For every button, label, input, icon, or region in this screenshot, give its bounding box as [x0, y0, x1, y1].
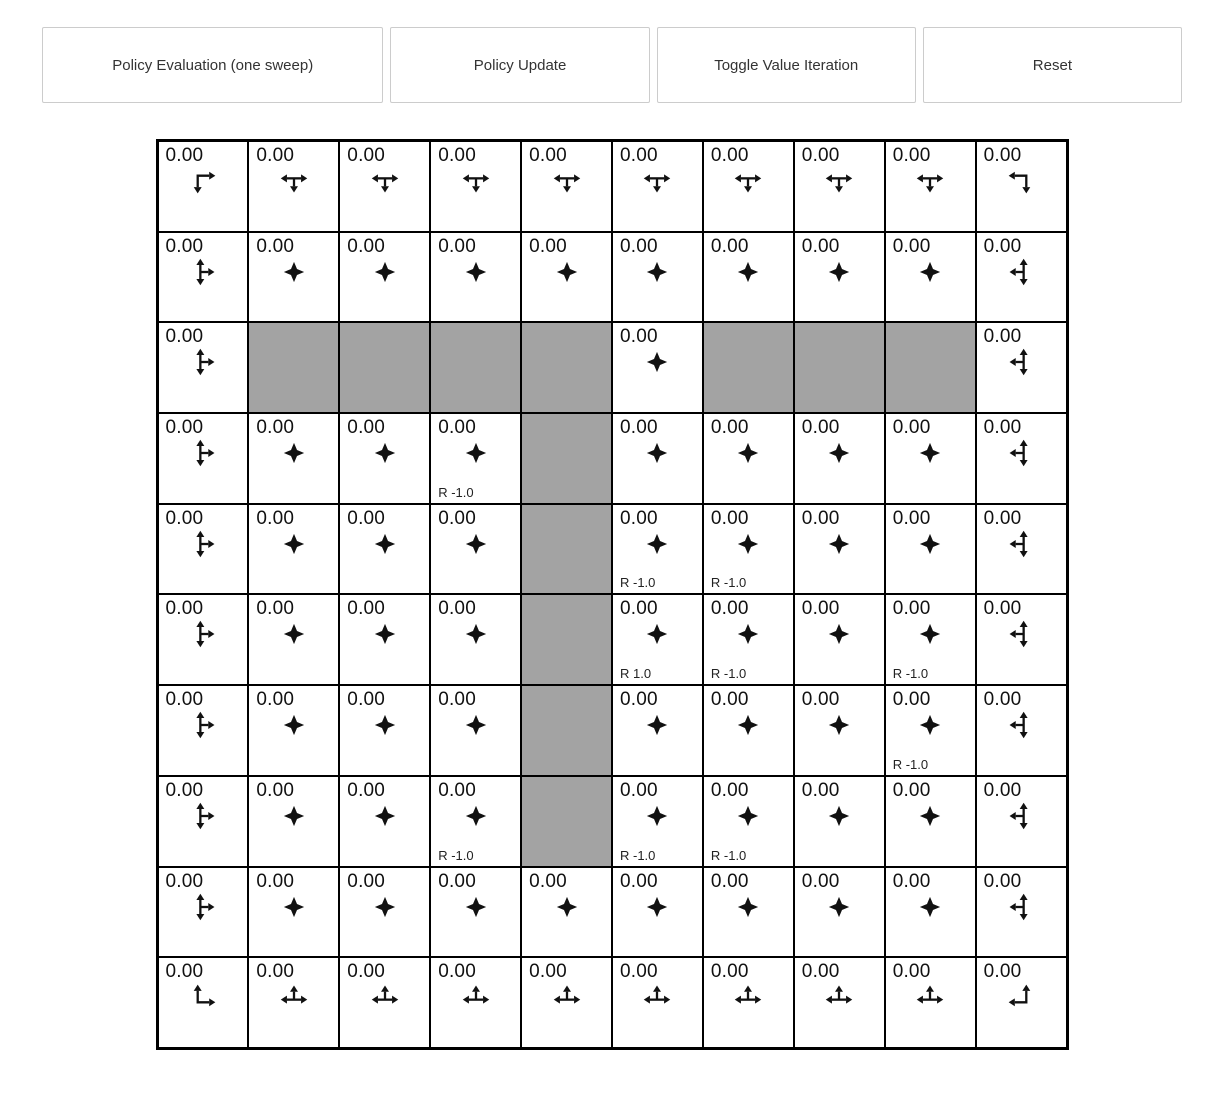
- policy-arrow-icon: [370, 529, 400, 559]
- cell-value: 0.00: [347, 689, 386, 711]
- grid-cell: [886, 868, 975, 957]
- policy-arrow-icon: [1006, 257, 1036, 287]
- grid-cell: [522, 958, 611, 1047]
- grid-cell: [522, 233, 611, 322]
- policy-arrow-icon: [1006, 619, 1036, 649]
- policy-arrow-icon: [461, 438, 491, 468]
- grid-cell: [159, 414, 248, 503]
- grid-cell: [613, 323, 702, 412]
- cell-value: 0.00: [620, 779, 658, 801]
- policy-arrow-icon: [188, 892, 218, 922]
- wall-cell: [522, 414, 611, 503]
- cell-reward: R -1.0: [892, 666, 929, 682]
- policy-arrow-icon: [915, 801, 945, 831]
- cell-value: 0.00: [165, 145, 204, 166]
- grid-cell: [886, 505, 975, 594]
- grid-cell: [704, 777, 793, 866]
- grid-cell: [431, 868, 520, 957]
- cell-reward: R 1.0: [620, 666, 652, 682]
- policy-arrow-icon: [1006, 166, 1036, 196]
- cell-value: 0.00: [438, 417, 476, 439]
- grid-cell: [340, 777, 429, 866]
- policy-arrow-icon: [370, 982, 400, 1012]
- grid-cell: [249, 414, 338, 503]
- policy-arrow-icon: [279, 438, 309, 468]
- cell-value: 0.00: [256, 145, 295, 166]
- policy-arrow-icon: [733, 982, 763, 1012]
- cell-value: 0.00: [892, 689, 931, 711]
- policy-arrow-icon: [370, 257, 400, 287]
- policy-arrow-icon: [915, 438, 945, 468]
- policy-arrow-icon: [188, 166, 218, 196]
- policy-arrow-icon: [824, 619, 854, 649]
- policy-arrow-icon: [1006, 438, 1036, 468]
- grid-cell: [704, 868, 793, 957]
- grid-cell: [977, 414, 1066, 503]
- cell-value: 0.00: [710, 961, 749, 983]
- grid-cell: [886, 595, 975, 684]
- policy-arrow-icon: [1006, 801, 1036, 831]
- cell-value: 0.00: [710, 598, 749, 620]
- policy-arrow-icon: [642, 619, 672, 649]
- cell-value: 0.00: [620, 870, 658, 892]
- policy-arrow-icon: [915, 257, 945, 287]
- policy-arrow-icon: [370, 801, 400, 831]
- cell-value: 0.00: [801, 507, 840, 529]
- cell-value: 0.00: [983, 235, 1022, 257]
- grid-cell: [249, 233, 338, 322]
- grid-cell: [431, 958, 520, 1047]
- policy-arrow-icon: [370, 892, 400, 922]
- policy-arrow-icon: [279, 801, 309, 831]
- policy-arrow-icon: [552, 982, 582, 1012]
- policy-arrow-icon: [733, 257, 763, 287]
- wall-cell: [522, 595, 611, 684]
- cell-value: 0.00: [256, 235, 295, 257]
- grid-cell: [886, 958, 975, 1047]
- cell-value: 0.00: [892, 235, 931, 257]
- policy-arrow-icon: [279, 982, 309, 1012]
- grid-cell: [159, 868, 248, 957]
- cell-value: 0.00: [256, 961, 295, 983]
- grid-cell: [249, 868, 338, 957]
- policy-arrow-icon: [461, 801, 491, 831]
- wall-cell: [522, 323, 611, 412]
- policy-arrow-icon: [733, 619, 763, 649]
- grid-cell: [704, 142, 793, 231]
- cell-value: 0.00: [983, 779, 1022, 801]
- grid-cell: [431, 686, 520, 775]
- grid-cell: [886, 142, 975, 231]
- grid-cell: [249, 142, 338, 231]
- grid-cell: [249, 595, 338, 684]
- grid-cell: [613, 142, 702, 231]
- cell-value: 0.00: [347, 507, 386, 529]
- cell-value: 0.00: [620, 326, 658, 348]
- grid-cell: [159, 323, 248, 412]
- grid-cell: [704, 958, 793, 1047]
- cell-value: 0.00: [165, 235, 204, 257]
- policy-arrow-icon: [461, 619, 491, 649]
- wall-cell: [431, 323, 520, 412]
- cell-value: 0.00: [165, 417, 204, 439]
- policy-arrow-icon: [642, 892, 672, 922]
- grid-cell: [431, 142, 520, 231]
- grid-cell: [704, 233, 793, 322]
- policy-arrow-icon: [915, 529, 945, 559]
- cell-value: 0.00: [438, 870, 476, 892]
- cell-value: 0.00: [165, 779, 204, 801]
- policy-arrow-icon: [461, 892, 491, 922]
- cell-value: 0.00: [165, 689, 204, 711]
- policy-arrow-icon: [733, 438, 763, 468]
- grid-cell: [613, 958, 702, 1047]
- cell-value: 0.00: [620, 145, 658, 166]
- grid-cell: [613, 414, 702, 503]
- cell-value: 0.00: [892, 145, 931, 166]
- cell-value: 0.00: [710, 417, 749, 439]
- cell-value: 0.00: [438, 507, 476, 529]
- cell-value: 0.00: [801, 145, 840, 166]
- grid-cell: [249, 505, 338, 594]
- cell-value: 0.00: [983, 870, 1022, 892]
- policy-arrow-icon: [824, 982, 854, 1012]
- cell-value: 0.00: [165, 598, 204, 620]
- cell-value: 0.00: [801, 417, 840, 439]
- cell-value: 0.00: [347, 961, 386, 983]
- cell-value: 0.00: [892, 598, 931, 620]
- gridworld: [156, 139, 1069, 1050]
- cell-value: 0.00: [892, 779, 931, 801]
- cell-value: 0.00: [529, 961, 567, 983]
- policy-arrow-icon: [370, 619, 400, 649]
- grid-cell: [613, 777, 702, 866]
- cell-reward: R -1.0: [620, 575, 656, 591]
- grid-cell: [977, 686, 1066, 775]
- policy-arrow-icon: [1006, 347, 1036, 377]
- policy-arrow-icon: [188, 529, 218, 559]
- wall-cell: [795, 323, 884, 412]
- grid-cell: [977, 142, 1066, 231]
- cell-value: 0.00: [983, 961, 1022, 983]
- wall-cell: [886, 323, 975, 412]
- policy-arrow-icon: [642, 801, 672, 831]
- wall-cell: [522, 686, 611, 775]
- cell-value: 0.00: [529, 235, 567, 257]
- cell-value: 0.00: [347, 598, 386, 620]
- cell-value: 0.00: [892, 507, 931, 529]
- policy-arrow-icon: [279, 619, 309, 649]
- grid-cell: [340, 505, 429, 594]
- policy-arrow-icon: [824, 710, 854, 740]
- wall-cell: [704, 323, 793, 412]
- grid-cell: [159, 777, 248, 866]
- cell-value: 0.00: [620, 961, 658, 983]
- policy-arrow-icon: [642, 166, 672, 196]
- grid-cell: [431, 414, 520, 503]
- cell-reward: R -1.0: [892, 756, 929, 772]
- cell-value: 0.00: [892, 870, 931, 892]
- cell-reward: R -1.0: [710, 847, 747, 863]
- cell-value: 0.00: [710, 870, 749, 892]
- policy-arrow-icon: [188, 619, 218, 649]
- cell-value: 0.00: [983, 326, 1022, 348]
- cell-value: 0.00: [438, 961, 476, 983]
- cell-value: 0.00: [438, 145, 476, 166]
- grid-cell: [159, 233, 248, 322]
- policy-arrow-icon: [824, 257, 854, 287]
- grid-cell: [159, 958, 248, 1047]
- grid-cell: [704, 414, 793, 503]
- policy-update-button[interactable]: Policy Update: [390, 27, 649, 103]
- grid-cell: [159, 142, 248, 231]
- grid-cell: [522, 868, 611, 957]
- cell-value: 0.00: [347, 870, 386, 892]
- cell-value: 0.00: [347, 235, 386, 257]
- policy-arrow-icon: [824, 529, 854, 559]
- policy-arrow-icon: [188, 257, 218, 287]
- policy-arrow-icon: [461, 982, 491, 1012]
- grid-cell: [977, 958, 1066, 1047]
- cell-value: 0.00: [801, 870, 840, 892]
- grid-cell: [340, 142, 429, 231]
- cell-value: 0.00: [892, 961, 931, 983]
- policy-arrow-icon: [188, 982, 218, 1012]
- grid-cell: [795, 868, 884, 957]
- cell-value: 0.00: [347, 417, 386, 439]
- cell-reward: R -1.0: [438, 847, 474, 863]
- grid-cell: [795, 686, 884, 775]
- policy-arrow-icon: [642, 257, 672, 287]
- grid-cell: [340, 868, 429, 957]
- grid-cell: [795, 958, 884, 1047]
- policy-arrow-icon: [824, 801, 854, 831]
- policy-arrow-icon: [915, 619, 945, 649]
- policy-arrow-icon: [461, 257, 491, 287]
- policy-arrow-icon: [1006, 529, 1036, 559]
- grid-cell: [431, 595, 520, 684]
- policy-arrow-icon: [188, 438, 218, 468]
- policy-arrow-icon: [824, 892, 854, 922]
- cell-value: 0.00: [165, 326, 204, 348]
- policy-arrow-icon: [461, 710, 491, 740]
- grid-cell: [977, 233, 1066, 322]
- grid-cell: [522, 142, 611, 231]
- policy-arrow-icon: [188, 347, 218, 377]
- cell-reward: R -1.0: [620, 847, 656, 863]
- grid-cell: [886, 414, 975, 503]
- grid-cell: [795, 142, 884, 231]
- cell-value: 0.00: [620, 689, 658, 711]
- cell-value: 0.00: [256, 598, 295, 620]
- policy-arrow-icon: [1006, 982, 1036, 1012]
- policy-arrow-icon: [642, 529, 672, 559]
- policy-arrow-icon: [370, 438, 400, 468]
- wall-cell: [522, 777, 611, 866]
- cell-value: 0.00: [256, 870, 295, 892]
- cell-value: 0.00: [256, 689, 295, 711]
- policy-arrow-icon: [279, 710, 309, 740]
- cell-value: 0.00: [983, 417, 1022, 439]
- grid-cell: [249, 686, 338, 775]
- policy-arrow-icon: [733, 801, 763, 831]
- grid-cell: [431, 233, 520, 322]
- policy-arrow-icon: [642, 982, 672, 1012]
- grid-cell: [613, 686, 702, 775]
- grid-cell: [613, 233, 702, 322]
- grid-cell: [977, 777, 1066, 866]
- grid-cell: [704, 686, 793, 775]
- cell-value: 0.00: [165, 507, 204, 529]
- grid-cell: [795, 505, 884, 594]
- cell-value: 0.00: [256, 507, 295, 529]
- grid-cell: [977, 868, 1066, 957]
- toolbar: [42, 27, 1182, 103]
- cell-reward: R -1.0: [438, 484, 474, 500]
- cell-value: 0.00: [256, 779, 295, 801]
- grid-cell: [795, 595, 884, 684]
- cell-value: 0.00: [710, 689, 749, 711]
- cell-value: 0.00: [801, 961, 840, 983]
- grid-cell: [795, 777, 884, 866]
- policy-arrow-icon: [552, 257, 582, 287]
- grid-cell: [704, 505, 793, 594]
- grid-cell: [431, 777, 520, 866]
- cell-value: 0.00: [983, 507, 1022, 529]
- cell-value: 0.00: [438, 235, 476, 257]
- grid-cell: [613, 595, 702, 684]
- policy-arrow-icon: [552, 166, 582, 196]
- cell-value: 0.00: [983, 598, 1022, 620]
- policy-arrow-icon: [824, 438, 854, 468]
- grid-cell: [795, 414, 884, 503]
- cell-reward: R -1.0: [710, 666, 747, 682]
- policy-arrow-icon: [279, 257, 309, 287]
- policy-arrow-icon: [915, 166, 945, 196]
- grid-cell: [159, 505, 248, 594]
- policy-arrow-icon: [461, 166, 491, 196]
- policy-arrow-icon: [279, 892, 309, 922]
- cell-reward: R -1.0: [710, 575, 747, 591]
- grid-cell: [340, 595, 429, 684]
- policy-arrow-icon: [733, 892, 763, 922]
- reset-button[interactable]: Reset: [923, 27, 1182, 103]
- policy-arrow-icon: [642, 347, 672, 377]
- cell-value: 0.00: [529, 870, 567, 892]
- policy-arrow-icon: [733, 166, 763, 196]
- policy-arrow-icon: [915, 892, 945, 922]
- cell-value: 0.00: [438, 779, 476, 801]
- cell-value: 0.00: [620, 598, 658, 620]
- grid-cell: [795, 233, 884, 322]
- policy-arrow-icon: [642, 438, 672, 468]
- policy-arrow-icon: [915, 982, 945, 1012]
- cell-value: 0.00: [438, 689, 476, 711]
- grid-cell: [977, 505, 1066, 594]
- cell-value: 0.00: [801, 598, 840, 620]
- policy-arrow-icon: [1006, 892, 1036, 922]
- grid-cell: [704, 595, 793, 684]
- policy-arrow-icon: [188, 710, 218, 740]
- policy-arrow-icon: [552, 892, 582, 922]
- grid-cell: [249, 958, 338, 1047]
- policy-arrow-icon: [733, 529, 763, 559]
- cell-value: 0.00: [438, 598, 476, 620]
- cell-value: 0.00: [801, 779, 840, 801]
- wall-cell: [340, 323, 429, 412]
- cell-value: 0.00: [710, 507, 749, 529]
- cell-value: 0.00: [983, 145, 1022, 166]
- cell-value: 0.00: [529, 145, 567, 166]
- cell-value: 0.00: [256, 417, 295, 439]
- grid-cell: [977, 595, 1066, 684]
- wall-cell: [249, 323, 338, 412]
- grid-cell: [340, 686, 429, 775]
- grid-cell: [613, 505, 702, 594]
- grid-cell: [249, 777, 338, 866]
- cell-value: 0.00: [710, 145, 749, 166]
- policy-arrow-icon: [370, 710, 400, 740]
- policy-arrow-icon: [915, 710, 945, 740]
- wall-cell: [522, 505, 611, 594]
- policy-evaluation-button[interactable]: Policy Evaluation (one sweep): [42, 27, 383, 103]
- cell-value: 0.00: [801, 689, 840, 711]
- toggle-value-iteration-button[interactable]: Toggle Value Iteration: [657, 27, 916, 103]
- cell-value: 0.00: [165, 961, 204, 983]
- policy-arrow-icon: [733, 710, 763, 740]
- cell-value: 0.00: [347, 779, 386, 801]
- grid-cell: [886, 233, 975, 322]
- policy-arrow-icon: [279, 166, 309, 196]
- grid-cell: [340, 958, 429, 1047]
- grid-cell: [431, 505, 520, 594]
- grid-cell: [159, 595, 248, 684]
- policy-arrow-icon: [1006, 710, 1036, 740]
- cell-value: 0.00: [801, 235, 840, 257]
- grid-cell: [886, 777, 975, 866]
- cell-value: 0.00: [620, 507, 658, 529]
- cell-value: 0.00: [983, 689, 1022, 711]
- policy-arrow-icon: [461, 529, 491, 559]
- grid-cell: [886, 686, 975, 775]
- cell-value: 0.00: [892, 417, 931, 439]
- cell-value: 0.00: [347, 145, 386, 166]
- policy-arrow-icon: [188, 801, 218, 831]
- grid-cell: [977, 323, 1066, 412]
- cell-value: 0.00: [620, 417, 658, 439]
- grid-cell: [340, 233, 429, 322]
- grid-cell: [613, 868, 702, 957]
- cell-value: 0.00: [710, 779, 749, 801]
- cell-value: 0.00: [165, 870, 204, 892]
- grid-cell: [340, 414, 429, 503]
- grid-cell: [159, 686, 248, 775]
- policy-arrow-icon: [824, 166, 854, 196]
- cell-value: 0.00: [620, 235, 658, 257]
- policy-arrow-icon: [279, 529, 309, 559]
- policy-arrow-icon: [370, 166, 400, 196]
- cell-value: 0.00: [710, 235, 749, 257]
- policy-arrow-icon: [642, 710, 672, 740]
